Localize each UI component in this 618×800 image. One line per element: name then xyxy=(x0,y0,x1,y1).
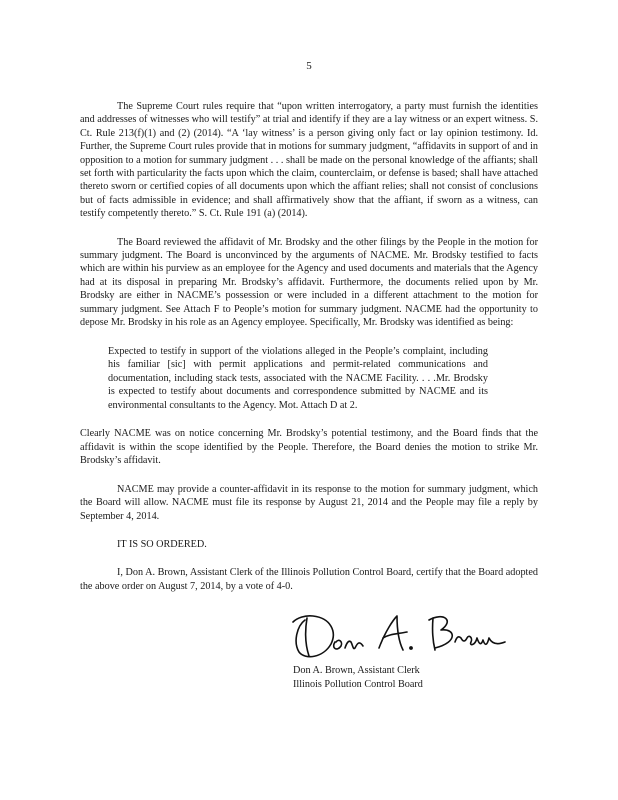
paragraph-board-review: The Board reviewed the affidavit of Mr. Brodsky and the other filings by the People in the motion for summary judgment. The Board is unconvinced by the arguments of NACME. Mr. Brodsky testified to facts which are within his purview as an employee for the Agency and used documents and materials that the Agency had at its disposal in preparing Mr. Brodsky’s affidavit. Furthermore, the documents relied upon by Mr. Brodsky are either in NACME’s possession or were included in a different attachment to the motion for summary judgment. See Attach F to People’s motion for summary judgment. NACME had the opportunity to depose Mr. Brodsky in his role as an Agency employee. Specifically, Mr. Brodsky was identified as being: xyxy=(80,236,538,329)
paragraph-certification: I, Don A. Brown, Assistant Clerk of the Illinois Pollution Control Board, certify that the Board adopted the above order on August 7, 2014, by a vote of 4-0. xyxy=(80,567,538,592)
paragraph-supreme-court-rules: The Supreme Court rules require that “upon written interrogatory, a party must furnish the identities and addresses of witnesses who will testify” at trial and identify if they are a lay witness or an expert witness. S. Ct. Rule 213(f)(1) and (2) (2014). “A ‘lay witness’ is a person giving only fact or lay opinion testimony. Id. Further, the Supreme Court rules provide that in motions for summary judgment, “affidavits in support of and in opposition to a motion for summary judgment . . . shall be made on the personal knowledge of the affiants; shall set forth with particularity the facts upon which the claim, counterclaim, or defense is based; shall have attached thereto sworn or certified copies of all documents upon which the affiant relies; shall not consist of conclusions but of facts admissible in evidence; and shall affirmatively show that the affiant, if sworn as a witness, can testify competently thereto.” S. Ct. Rule 191 (a) (2014). xyxy=(80,101,538,220)
paragraph-conclusion: Clearly NACME was on notice concerning Mr. Brodsky’s potential testimony, and the Board finds that the affidavit is within the scope identified by the People. Therefore, the Board denies the motion to strike Mr. Brodsky’s affidavit. xyxy=(80,428,538,467)
handwritten-signature xyxy=(283,602,513,664)
document-body xyxy=(80,100,538,608)
signature-block xyxy=(293,602,533,691)
paragraph-so-ordered: IT IS SO ORDERED. xyxy=(117,538,207,550)
paragraph-counter-affidavit: NACME may provide a counter-affidavit in its response to the motion for summary judgment, which the Board will allow. NACME must file its response by August 21, 2014 and the People may file a reply by September 4, 2014. xyxy=(80,483,538,522)
signer-name-title: Don A. Brown, Assistant Clerk xyxy=(293,665,420,676)
signer-organization: Illinois Pollution Control Board xyxy=(293,678,423,690)
page-number: 5 xyxy=(306,60,312,72)
block-quote: Expected to testify in support of the violations alleged in the People’s complaint, including his familiar [sic] with permit applications and permit-related communications and documentation, including stack tests, associated with the NACME Facility. . . .Mr. Brodsky is expected to testify about documents and correspondence submitted by NACME and its environmental consultants to the Agency. Mot. Attach D at 2. xyxy=(108,345,488,411)
